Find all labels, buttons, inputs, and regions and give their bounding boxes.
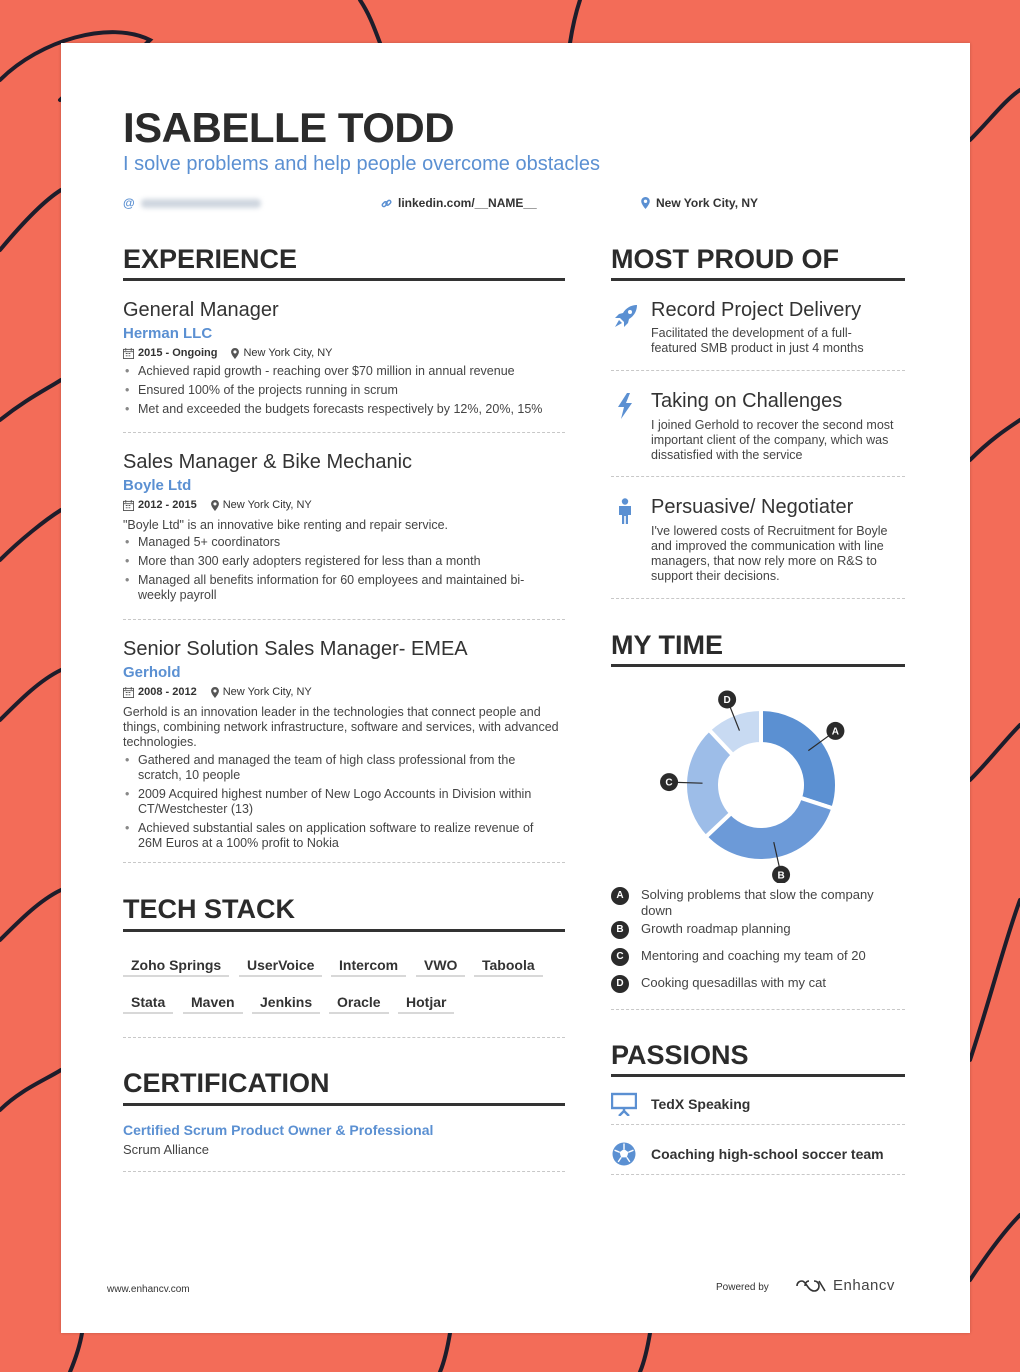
tech-tag: Jenkins [252, 992, 320, 1014]
legend-label: Solving problems that slow the company down [641, 887, 874, 918]
job-bullet: • Gathered and managed the team of high class professional from the scratch, 10 people [123, 753, 553, 783]
tech-tag: Stata [123, 992, 173, 1014]
passions-heading: PASSIONS [611, 1040, 749, 1070]
job-bullet: • Ensured 100% of the projects running in scrum [123, 383, 565, 398]
tech-tag: Maven [183, 992, 243, 1014]
rocket-icon [613, 303, 639, 329]
job-location: New York City, NY [243, 347, 333, 359]
email-redacted [141, 199, 261, 208]
certification-rule [123, 1103, 565, 1106]
divider [123, 619, 565, 620]
location-pin-icon [211, 500, 219, 511]
job-bullet: • Managed all benefits information for 60 employees and maintained bi-weekly payroll [123, 573, 543, 603]
divider [123, 432, 565, 433]
company-name[interactable]: Gerhold [123, 664, 181, 681]
tech-stack-heading: TECH STACK [123, 894, 295, 924]
certification-issuer: Scrum Alliance [123, 1142, 209, 1157]
proud-title: Record Project Delivery [651, 299, 862, 321]
divider [611, 370, 905, 371]
tech-tag: Oracle [329, 992, 389, 1014]
proud-description: I joined Gerhold to recover the second most important client of the company, which was dissatisfied with the service [651, 418, 894, 462]
my-time-rule [611, 664, 905, 667]
proud-description: Facilitated the development of a full-featured SMB product in just 4 months [651, 326, 864, 355]
legend-label: Growth roadmap planning [641, 921, 791, 936]
tech-tag: Intercom [331, 955, 406, 977]
job-entry [123, 450, 565, 607]
company-name[interactable]: Boyle Ltd [123, 477, 192, 494]
divider [611, 1009, 905, 1010]
my-time-donut-chart [651, 683, 871, 883]
location-contact [641, 196, 758, 210]
location-text: New York City, NY [656, 196, 759, 210]
tech-tag: UserVoice [239, 955, 322, 977]
legend-badge: D [611, 975, 629, 993]
divider [123, 1171, 565, 1172]
tech-tag: Taboola [474, 955, 543, 977]
experience-rule [123, 278, 565, 281]
job-description: Gerhold is an innovation leader in the technologies that connect people and things, combining network infrastructure, software and services, with advanced technologies. [123, 705, 559, 749]
my-time-legend [611, 887, 905, 993]
donut-slice-a [761, 709, 840, 808]
proud-title: Persuasive/ Negotiater [651, 496, 854, 518]
donut-callout-label: B [777, 870, 785, 882]
proud-title: Taking on Challenges [651, 390, 843, 412]
job-bullets [123, 753, 553, 851]
proud-item [611, 298, 905, 356]
proud-description: I've lowered costs of Recruitment for Boyle and improved the communication with line managers, that now rely more on R&S to support their decisions. [651, 524, 888, 583]
job-meta [123, 685, 565, 699]
legend-badge: C [611, 948, 629, 966]
donut-callout-label: A [831, 726, 840, 738]
legend-label: Cooking quesadillas with my cat [641, 975, 826, 990]
enhancv-logo[interactable] [795, 1277, 895, 1294]
experience-heading: EXPERIENCE [123, 244, 298, 274]
job-title: Sales Manager & Bike Mechanic [123, 451, 413, 473]
divider [611, 476, 905, 477]
legend-item [611, 975, 905, 993]
candidate-name: ISABELLE TODD [123, 104, 455, 151]
most-proud-heading: MOST PROUD OF [611, 244, 839, 274]
legend-item [611, 887, 905, 919]
tagline: I solve problems and help people overcome obstacles [123, 153, 600, 175]
job-bullets [123, 535, 565, 603]
certification-heading: CERTIFICATION [123, 1068, 330, 1098]
passion-item [611, 1092, 905, 1116]
link-icon [381, 198, 392, 209]
job-bullet: • Met and exceeded the budgets forecasts respectively by 12%, 20%, 15% [123, 402, 565, 417]
calendar-icon [123, 687, 134, 698]
linkedin-contact[interactable] [381, 196, 537, 210]
tech-tag: Hotjar [398, 992, 454, 1014]
job-description: "Boyle Ltd" is an innovative bike renting and repair service. [123, 518, 449, 532]
my-time-heading: MY TIME [611, 630, 724, 660]
linkedin-text: linkedin.com/__NAME__ [398, 196, 537, 210]
location-pin-icon [211, 687, 219, 698]
at-icon: @ [123, 196, 135, 210]
job-title: General Manager [123, 299, 279, 321]
location-pin-icon [231, 348, 239, 359]
job-dates: 2012 - 2015 [138, 499, 197, 511]
certification-name: Certified Scrum Product Owner & Professional [123, 1122, 434, 1138]
passion-label: TedX Speaking [651, 1096, 751, 1112]
enhancv-logo-text: Enhancv [833, 1277, 895, 1294]
job-bullet: • Managed 5+ coordinators [123, 535, 565, 550]
job-meta [123, 498, 565, 512]
company-name[interactable]: Herman LLC [123, 325, 213, 342]
job-bullet: • Achieved rapid growth - reaching over $70 million in annual revenue [123, 364, 565, 379]
passion-label: Coaching high-school soccer team [651, 1146, 884, 1162]
enhancv-logo-icon [795, 1278, 827, 1294]
legend-item [611, 921, 905, 939]
email-contact[interactable] [123, 196, 261, 210]
job-title: Senior Solution Sales Manager- EMEA [123, 638, 468, 660]
passion-item [611, 1141, 905, 1167]
legend-label: Mentoring and coaching my team of 20 [641, 948, 866, 963]
legend-badge: A [611, 887, 629, 905]
footer-website[interactable]: www.enhancv.com [107, 1284, 190, 1295]
resume-page [61, 43, 970, 1333]
job-location: New York City, NY [222, 686, 312, 698]
divider [123, 1037, 565, 1038]
lightning-icon [617, 393, 633, 419]
job-dates: 2015 - Ongoing [138, 347, 218, 359]
soccer-ball-icon [611, 1141, 637, 1167]
proud-item [611, 495, 905, 584]
proud-item [611, 389, 905, 463]
divider [611, 1124, 905, 1125]
donut-callout-label: C [665, 777, 673, 789]
calendar-icon [123, 500, 134, 511]
passions-rule [611, 1074, 905, 1077]
divider [123, 862, 565, 863]
job-entry [123, 637, 565, 855]
tech-tag: VWO [416, 955, 465, 977]
tech-tag: Zoho Springs [123, 955, 229, 977]
location-pin-icon [641, 197, 650, 209]
legend-badge: B [611, 921, 629, 939]
job-dates: 2008 - 2012 [138, 686, 197, 698]
divider [611, 598, 905, 599]
tech-stack-rule [123, 929, 565, 932]
job-bullet: • Achieved substantial sales on application software to realize revenue of 26M Euros at a 100% profit to Nokia [123, 821, 553, 851]
person-icon [617, 498, 633, 524]
job-bullet: • 2009 Acquired highest number of New Logo Accounts in Division within CT/Westchester (13) [123, 787, 553, 817]
job-bullets [123, 364, 565, 417]
calendar-icon [123, 348, 134, 359]
divider [611, 1174, 905, 1175]
legend-item [611, 948, 905, 966]
presentation-icon [611, 1092, 637, 1116]
job-location: New York City, NY [222, 499, 312, 511]
job-bullet: • More than 300 early adopters registered for less than a month [123, 554, 565, 569]
donut-callout-label: D [723, 694, 731, 706]
job-entry [123, 298, 565, 421]
job-meta [123, 346, 565, 360]
footer-powered-by: Powered by [716, 1282, 769, 1293]
most-proud-rule [611, 278, 905, 281]
